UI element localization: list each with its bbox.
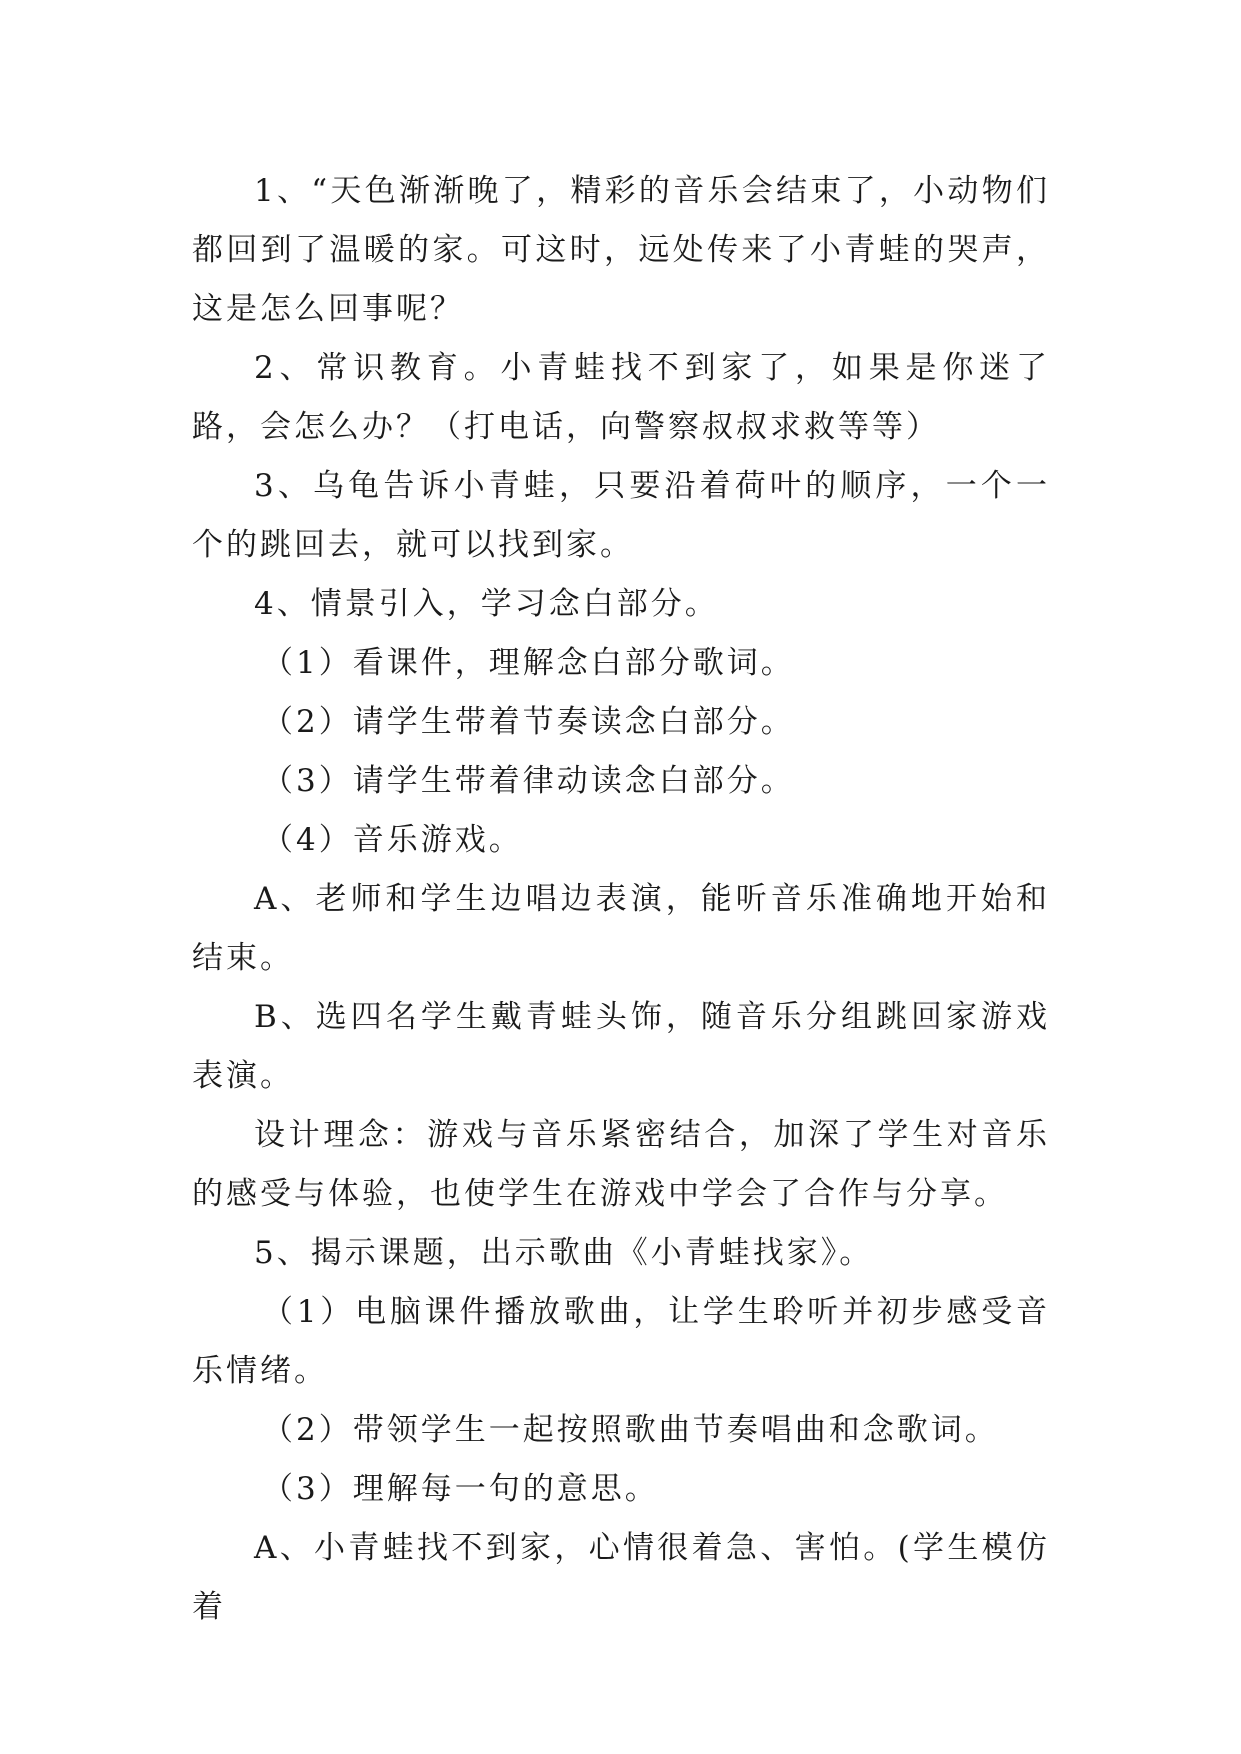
document-body xyxy=(192,162,1050,1637)
meaning-item-a: A、小青蛙找不到家，心情很着急、害怕。(学生模仿着 xyxy=(192,1530,1050,1625)
sub-item-4-3: （3）请学生带着律动读念白部分。 xyxy=(262,763,795,799)
sub-item-4-2: （2）请学生带着节奏读念白部分。 xyxy=(262,704,795,740)
sub-item-5-1: （1）电脑课件播放歌曲，让学生聆听并初步感受音乐情绪。 xyxy=(192,1294,1050,1389)
paragraph-4: 4、情景引入，学习念白部分。 xyxy=(254,586,719,622)
sub-item-4-4: （4）音乐游戏。 xyxy=(262,822,523,858)
design-concept: 设计理念：游戏与音乐紧密结合，加深了学生对音乐的感受与体验，也使学生在游戏中学会了合作与分享。 xyxy=(192,1117,1050,1212)
paragraph-5: 5、揭示课题，出示歌曲《小青蛙找家》。 xyxy=(254,1235,874,1271)
paragraph-1: 1、“天色渐渐晚了，精彩的音乐会结束了，小动物们都回到了温暖的家。可这时，远处传来了小青蛙的哭声，这是怎么回事呢？ xyxy=(192,173,1050,327)
game-item-b: B、选四名学生戴青蛙头饰，随音乐分组跳回家游戏表演。 xyxy=(192,999,1050,1094)
game-item-a: A、老师和学生边唱边表演，能听音乐准确地开始和结束。 xyxy=(192,881,1050,976)
paragraph-3: 3、乌龟告诉小青蛙，只要沿着荷叶的顺序，一个一个的跳回去，就可以找到家。 xyxy=(192,468,1050,563)
paragraph-2: 2、常识教育。小青蛙找不到家了，如果是你迷了路，会怎么办？（打电话，向警察叔叔求救等等） xyxy=(192,350,1050,445)
sub-item-5-3: （3）理解每一句的意思。 xyxy=(262,1471,659,1507)
sub-item-5-2: （2）带领学生一起按照歌曲节奏唱曲和念歌词。 xyxy=(262,1412,999,1448)
sub-item-4-1: （1）看课件，理解念白部分歌词。 xyxy=(262,645,795,681)
